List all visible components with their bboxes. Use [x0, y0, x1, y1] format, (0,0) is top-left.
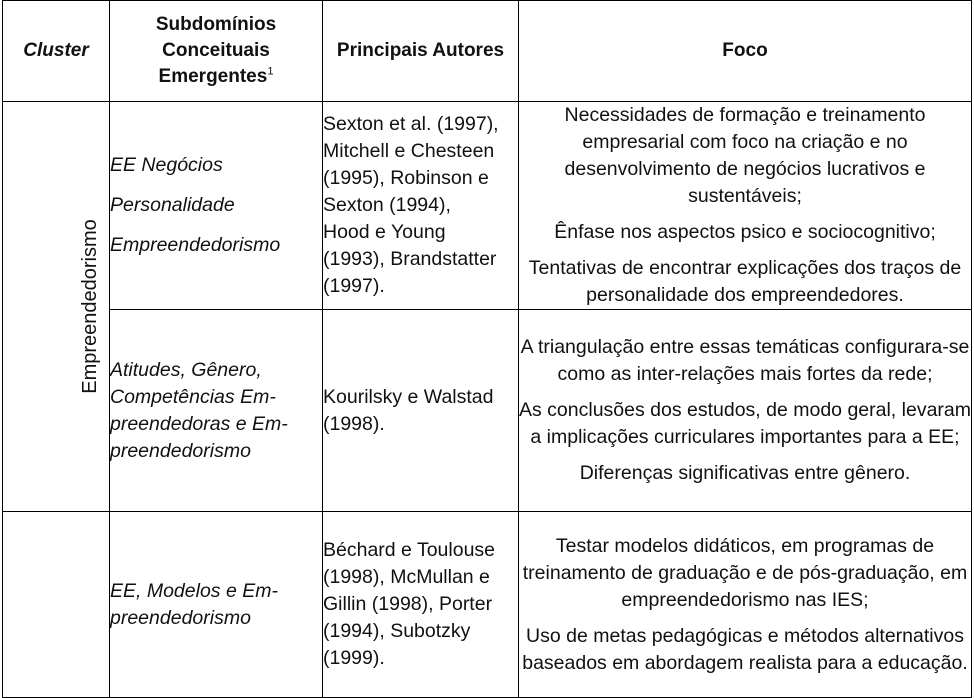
foco-paragraph: Tentativas de encontrar explicações dos traços de personalidade dos empreendedores.	[528, 257, 962, 306]
foco-paragraph: Testar modelos didáticos, em programas de treinamento de graduação e de pós-graduação, em empreendedorismo nas IES;	[522, 534, 968, 611]
autor-line: (1995), Robinson e	[323, 167, 489, 189]
subdominio-line: preendedorismo	[110, 606, 251, 629]
header-cluster: Cluster	[3, 1, 110, 102]
foco-cell	[519, 102, 972, 310]
autor-line: Gillin (1998), Porter	[323, 593, 493, 615]
autor-line: (1994), Subotzky	[323, 620, 471, 642]
foco-cell	[519, 512, 972, 698]
subdominio-cell	[110, 102, 323, 310]
autor-line: Sexton (1994),	[323, 194, 451, 216]
table-row	[3, 512, 972, 698]
table-row	[3, 102, 972, 310]
subdominio-line: Competências Em-	[110, 385, 276, 408]
foco-paragraph: As conclusões dos estudos, de modo geral, levaram a implicações curriculares importantes para a EE;	[519, 399, 971, 448]
autor-line: Kourilsky e Walstad	[323, 385, 494, 408]
foco-paragraph: Diferenças significativas entre gênero.	[579, 462, 911, 484]
subdominio-line: EE, Modelos e Em-	[110, 579, 278, 602]
subdominio-line: preendedoras e Em-	[110, 412, 288, 435]
subdominio-line: Personalidade	[110, 194, 235, 216]
autores-cell	[323, 512, 519, 698]
cluster-table	[2, 0, 972, 698]
header-subdominios	[110, 1, 323, 102]
autores-cell	[323, 310, 519, 512]
autor-line: (1997).	[323, 275, 385, 297]
autor-line: (1998).	[323, 412, 385, 435]
cluster-label: Empreendedorismo	[78, 219, 101, 394]
autor-line: Hood e Young	[323, 221, 446, 243]
foco-paragraph: A triangulação entre essas temáticas configurara-se como as inter-relações mais fortes da rede;	[520, 336, 970, 385]
header-row	[3, 1, 972, 102]
autor-line: (1998), McMullan e	[323, 566, 490, 588]
subdominio-line: preendedorismo	[110, 439, 251, 462]
header-subdominios-line1: Subdomínios	[155, 14, 277, 35]
subdominio-cell	[110, 512, 323, 698]
subdominio-line: EE Negócios	[110, 154, 223, 176]
cluster-cell-empty	[3, 512, 110, 698]
subdominio-cell	[110, 310, 323, 512]
foco-paragraph: Ênfase nos aspectos psico e sociocognitivo;	[554, 221, 936, 243]
foco-paragraph: Necessidades de formação e treinamento empresarial com foco na criação e no desenvolvimento de negócios lucrativos e sustentáveis;	[564, 104, 926, 207]
header-autores: Principais Autores	[323, 1, 519, 102]
foco-cell	[519, 310, 972, 512]
autor-line: Béchard e Toulouse	[323, 539, 496, 561]
header-subdominios-line2: Conceituais	[162, 40, 270, 61]
autores-cell	[323, 102, 519, 310]
header-footnote-marker: 1	[267, 65, 274, 78]
cluster-cell	[3, 102, 110, 512]
table-row	[3, 310, 972, 512]
subdominio-line: Empreendedorismo	[110, 234, 281, 256]
subdominio-line: Atitudes, Gênero,	[110, 358, 262, 381]
foco-paragraph: Uso de metas pedagógicas e métodos alternativos baseados em abordagem realista para a educação.	[522, 624, 968, 674]
autor-line: (1999).	[323, 647, 385, 669]
autor-line: Mitchell e Chesteen	[323, 140, 495, 162]
autor-line: (1993), Brandstatter	[323, 248, 497, 270]
header-subdominios-line3: Emergentes	[158, 66, 268, 87]
autor-line: Sexton et al. (1997),	[323, 113, 499, 135]
header-foco: Foco	[519, 1, 972, 102]
